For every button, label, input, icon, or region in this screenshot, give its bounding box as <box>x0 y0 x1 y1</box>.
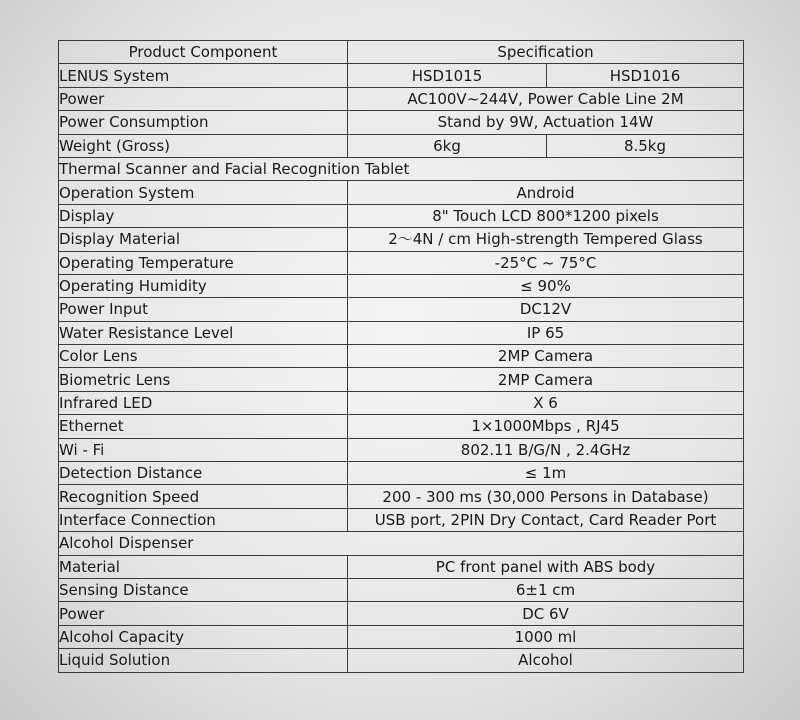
row-label: Power Input <box>59 298 348 321</box>
row-value: 1×1000Mbps , RJ45 <box>348 415 744 438</box>
row-label: Power Consumption <box>59 111 348 134</box>
table-row <box>59 578 744 601</box>
table-row <box>59 64 744 87</box>
row-value: AC100V~244V, Power Cable Line 2M <box>348 87 744 110</box>
row-value: DC12V <box>348 298 744 321</box>
dispenser-section <box>59 555 744 672</box>
model-a-cell: 6kg <box>348 134 547 157</box>
row-value: 1000 ml <box>348 625 744 648</box>
row-value: IP 65 <box>348 321 744 344</box>
row-value: 2MP Camera <box>348 368 744 391</box>
row-label: Operating Temperature <box>59 251 348 274</box>
row-label: Color Lens <box>59 345 348 368</box>
row-value: DC 6V <box>348 602 744 625</box>
table-row <box>59 415 744 438</box>
table-row <box>59 625 744 648</box>
row-value: -25°C ~ 75°C <box>348 251 744 274</box>
row-label: Material <box>59 555 348 578</box>
table-row <box>59 298 744 321</box>
table-row <box>59 368 744 391</box>
row-label: Sensing Distance <box>59 578 348 601</box>
section-title: Thermal Scanner and Facial Recognition Tablet <box>59 157 744 180</box>
row-label: Operation System <box>59 181 348 204</box>
row-label: Power <box>59 602 348 625</box>
tablet-section <box>59 181 744 532</box>
model-b-cell: 8.5kg <box>547 134 744 157</box>
table-row <box>59 228 744 251</box>
row-label: Liquid Solution <box>59 649 348 672</box>
row-value: ≤ 1m <box>348 462 744 485</box>
row-label: Recognition Speed <box>59 485 348 508</box>
table-row <box>59 508 744 531</box>
table-row <box>59 134 744 157</box>
row-label: Operating Humidity <box>59 274 348 297</box>
section-title: Alcohol Dispenser <box>59 532 744 555</box>
row-label: Wi - Fi <box>59 438 348 461</box>
model-b-cell: HSD1016 <box>547 64 744 87</box>
row-value: 802.11 B/G/N , 2.4GHz <box>348 438 744 461</box>
row-value: 6±1 cm <box>348 578 744 601</box>
table-row <box>59 345 744 368</box>
row-value: Stand by 9W, Actuation 14W <box>348 111 744 134</box>
header-specification: Specification <box>348 41 744 64</box>
row-value: 2MP Camera <box>348 345 744 368</box>
table-row <box>59 181 744 204</box>
section-header-tablet <box>59 157 744 180</box>
table-row <box>59 111 744 134</box>
row-value: PC front panel with ABS body <box>348 555 744 578</box>
row-label: LENUS System <box>59 64 348 87</box>
row-value: 2〜4N / cm High-strength Tempered Glass <box>348 228 744 251</box>
row-label: Infrared LED <box>59 391 348 414</box>
table-row <box>59 462 744 485</box>
row-label: Water Resistance Level <box>59 321 348 344</box>
model-a-cell: HSD1015 <box>348 64 547 87</box>
header-row <box>59 41 744 64</box>
row-label: Alcohol Capacity <box>59 625 348 648</box>
row-label: Display Material <box>59 228 348 251</box>
table-row <box>59 321 744 344</box>
table-row <box>59 251 744 274</box>
row-label: Weight (Gross) <box>59 134 348 157</box>
table-row <box>59 391 744 414</box>
row-value: X 6 <box>348 391 744 414</box>
table-row <box>59 602 744 625</box>
row-value: ≤ 90% <box>348 274 744 297</box>
row-label: Power <box>59 87 348 110</box>
row-label: Detection Distance <box>59 462 348 485</box>
header-component: Product Component <box>59 41 348 64</box>
table-row <box>59 204 744 227</box>
row-label: Ethernet <box>59 415 348 438</box>
section-header-dispenser <box>59 532 744 555</box>
row-value: USB port, 2PIN Dry Contact, Card Reader Port <box>348 508 744 531</box>
table-row <box>59 274 744 297</box>
spec-table <box>58 40 744 673</box>
row-label: Display <box>59 204 348 227</box>
table-row <box>59 649 744 672</box>
table-row <box>59 87 744 110</box>
row-value: Android <box>348 181 744 204</box>
row-label: Interface Connection <box>59 508 348 531</box>
table-row <box>59 555 744 578</box>
row-value: 200 - 300 ms (30,000 Persons in Database) <box>348 485 744 508</box>
row-value: 8" Touch LCD 800*1200 pixels <box>348 204 744 227</box>
row-value: Alcohol <box>348 649 744 672</box>
table-row <box>59 438 744 461</box>
table-row <box>59 485 744 508</box>
row-label: Biometric Lens <box>59 368 348 391</box>
